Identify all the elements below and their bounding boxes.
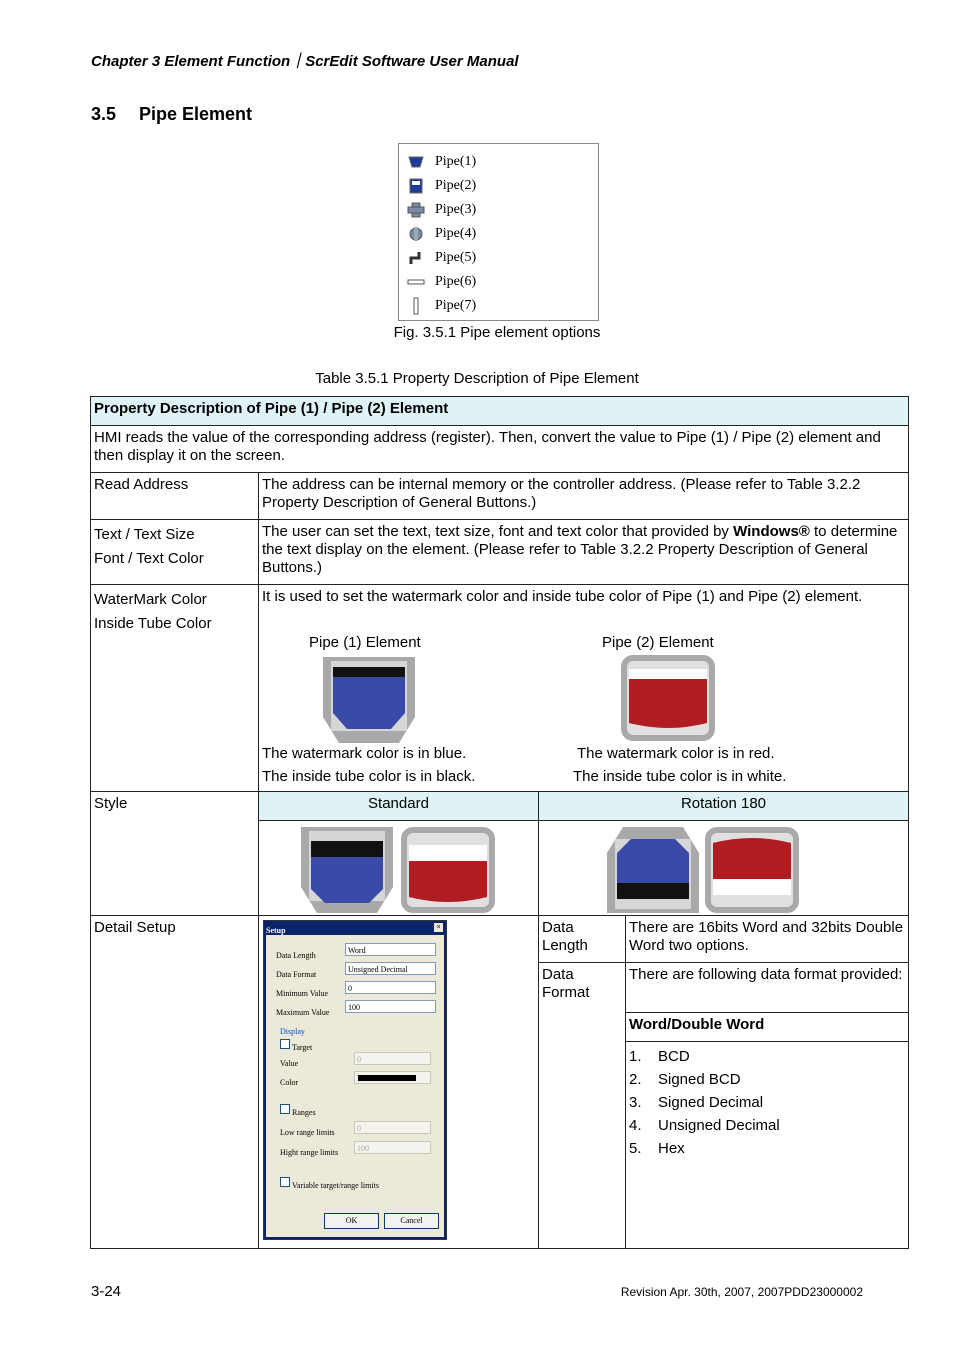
data-format-name: Data Format — [539, 963, 626, 1249]
pipe4-icon — [407, 225, 425, 243]
data-format-desc: There are following data format provided: — [626, 963, 909, 1013]
palette-item-pipe7[interactable]: Pipe(7) — [407, 296, 476, 316]
style-standard-header: Standard — [259, 792, 539, 821]
detail-setup-label: Detail Setup — [91, 916, 259, 1249]
style-rotation-images — [539, 821, 909, 916]
property-table — [90, 396, 909, 1249]
setup-dialog — [263, 920, 447, 1240]
data-format-subheader: Word/Double Word — [626, 1013, 909, 1042]
list-item: 1. BCD — [629, 1048, 690, 1065]
variable-limits-checkbox[interactable] — [280, 1177, 290, 1187]
target-checkbox[interactable] — [280, 1039, 290, 1049]
style-label: Style — [91, 792, 259, 916]
min-value-label: Minimum Value — [276, 989, 329, 998]
page-number: 3-24 — [91, 1283, 122, 1300]
read-address-label: Read Address — [91, 473, 259, 520]
pipe2-title: Pipe (2) Element — [602, 634, 714, 651]
list-item: 4. Unsigned Decimal — [629, 1117, 780, 1134]
pipe2-icon — [407, 177, 425, 195]
palette-item-pipe5[interactable]: Pipe(5) — [407, 248, 476, 268]
pipe5-icon — [407, 249, 425, 267]
table-intro: HMI reads the value of the corresponding address (register). Then, convert the value to Pipe (1) / Pipe (2) element and then display it on the screen. — [91, 426, 909, 473]
dialog-title: Setup — [266, 926, 286, 935]
value-input[interactable]: 0 — [354, 1052, 431, 1065]
read-address-desc: The address can be internal memory or the controller address. (Please refer to Table 3.2.2 Property Description of General Buttons.) — [259, 473, 909, 520]
text-labels: Text / Text Size Font / Text Color — [91, 520, 259, 585]
high-range-input[interactable]: 100 — [354, 1141, 431, 1154]
pipe2-note1: The watermark color is in red. — [577, 745, 775, 762]
data-length-name: Data Length — [539, 916, 626, 963]
palette-item-pipe3[interactable]: Pipe(3) — [407, 200, 476, 220]
max-value-label: Maximum Value — [276, 1008, 330, 1017]
pipe2-note2: The inside tube color is in white. — [573, 768, 787, 785]
palette-item-pipe6[interactable]: Pipe(6) — [407, 272, 476, 292]
value-label: Value — [280, 1059, 299, 1068]
variable-limits-label: Variable target/range limits — [292, 1181, 379, 1190]
target-label: Target — [292, 1043, 313, 1052]
pipe7-icon — [407, 297, 425, 315]
list-item: 2. Signed BCD — [629, 1071, 741, 1088]
high-range-label: Hight range limits — [280, 1148, 339, 1157]
style-rotation-header: Rotation 180 — [539, 792, 909, 821]
section-heading — [91, 104, 252, 125]
rotated-pipe1-image — [605, 827, 701, 913]
color-label: Color — [280, 1078, 299, 1087]
pipe2-red-image — [621, 655, 715, 741]
pipe1-blue-image — [321, 657, 417, 743]
watermark-desc-cell — [259, 585, 909, 792]
close-icon[interactable]: × — [434, 923, 443, 932]
palette-item-pipe1[interactable]: Pipe(1) — [407, 152, 476, 172]
pipe1-note1: The watermark color is in blue. — [262, 745, 467, 762]
pipe3-icon — [407, 201, 425, 219]
setup-dialog-cell — [259, 916, 539, 1249]
chapter-header: Chapter 3 Element Function｜ScrEdit Software User Manual — [91, 53, 519, 70]
standard-pipe1-image — [299, 827, 395, 913]
list-item: 3. Signed Decimal — [629, 1094, 764, 1111]
standard-pipe2-image — [401, 827, 495, 913]
pipe6-icon — [407, 273, 425, 291]
table-caption: Table 3.5.1 Property Description of Pipe Element — [315, 370, 639, 387]
figure-caption: Fig. 3.5.1 Pipe element options — [393, 324, 601, 341]
color-select[interactable] — [354, 1071, 431, 1084]
data-format-select[interactable]: Unsigned Decimal — [345, 962, 436, 975]
revision-note: Revision Apr. 30th, 2007, 2007PDD23000002 — [620, 1285, 863, 1299]
ranges-checkbox[interactable] — [280, 1104, 290, 1114]
low-range-label: Low range limits — [280, 1128, 335, 1137]
min-value-input[interactable]: 0 — [345, 981, 436, 994]
section-number: 3.5 — [91, 104, 117, 124]
watermark-desc: It is used to set the watermark color and inside tube color of Pipe (1) and Pipe (2) element. — [262, 588, 863, 605]
data-length-label: Data Length — [276, 951, 316, 960]
palette-item-pipe4[interactable]: Pipe(4) — [407, 224, 476, 244]
list-item: 5. Hex — [629, 1140, 685, 1157]
rotated-pipe2-image — [705, 827, 799, 913]
pipe1-note2: The inside tube color is in black. — [262, 768, 476, 785]
data-length-select[interactable]: Word — [345, 943, 436, 956]
pipe1-icon — [407, 153, 425, 171]
style-standard-images — [259, 821, 539, 916]
pipe1-title: Pipe (1) Element — [309, 634, 421, 651]
max-value-input[interactable]: 100 — [345, 1000, 436, 1013]
section-title: Pipe Element — [139, 104, 253, 124]
table-title: Property Description of Pipe (1) / Pipe (2) Element — [91, 397, 909, 426]
watermark-labels: WaterMark Color Inside Tube Color — [91, 585, 259, 792]
low-range-input[interactable]: 0 — [354, 1121, 431, 1134]
ok-button[interactable]: OK — [324, 1213, 379, 1229]
text-desc: The user can set the text, text size, font and text color that provided by Windows® to determine the text display on the element. (Please refer to Table 3.2.2 Property Description of General Buttons.) — [259, 520, 909, 585]
data-length-desc: There are 16bits Word and 32bits Double Word two options. — [626, 916, 909, 963]
ranges-label: Ranges — [292, 1108, 316, 1117]
cancel-button[interactable]: Cancel — [384, 1213, 439, 1229]
pipe-palette — [398, 143, 599, 321]
palette-item-pipe2[interactable]: Pipe(2) — [407, 176, 476, 196]
display-group-label: Display — [280, 1027, 305, 1036]
data-format-options — [626, 1042, 909, 1249]
data-format-label: Data Format — [276, 970, 317, 979]
